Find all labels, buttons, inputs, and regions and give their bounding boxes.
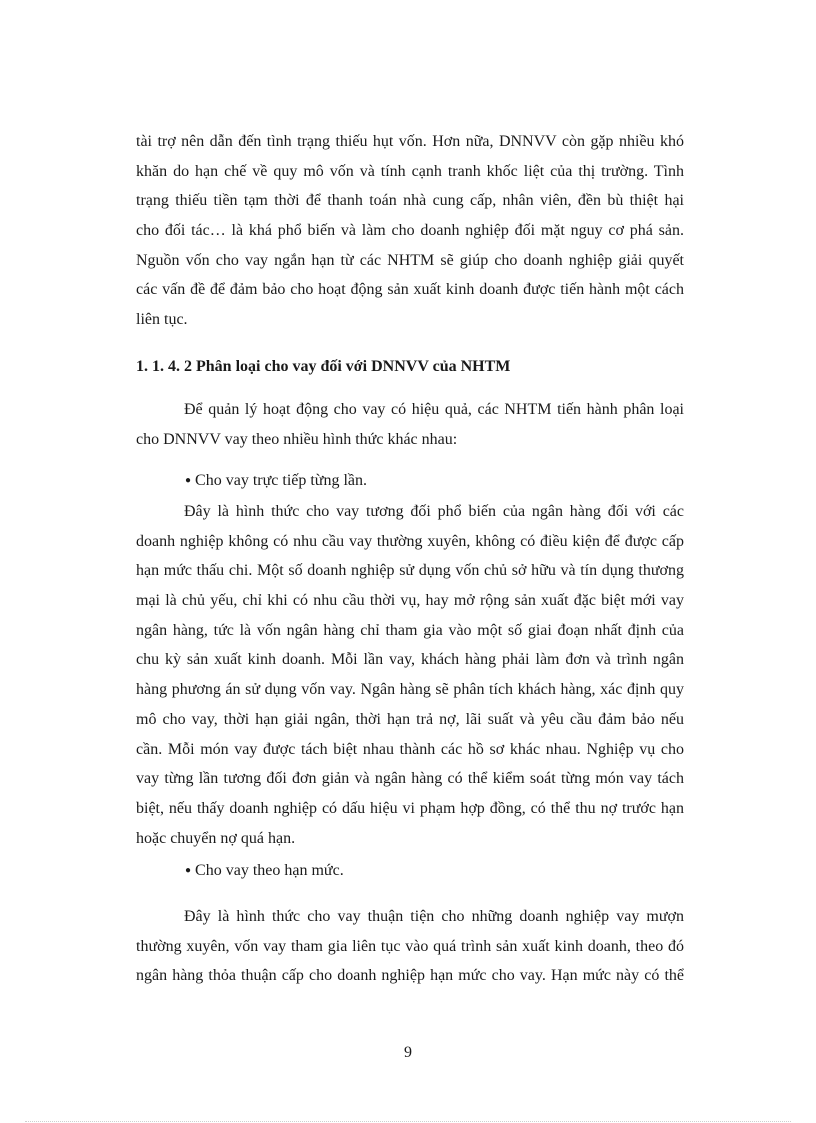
text-line: doanh nghiệp không có nhu cầu vay thường xuyên, không có điều kiện để được cấp	[136, 532, 684, 550]
text-line: mại là chủ yếu, chỉ khi có nhu cầu thời vụ, hay mở rộng sản xuất đặc biệt mới vay	[136, 592, 684, 610]
bullet-item-1	[185, 466, 367, 496]
paragraph-4	[136, 902, 684, 991]
text-line: tài trợ nên dẫn đến tình trạng thiếu hụt vốn. Hơn nữa, DNNVV còn gặp nhiều khó	[136, 133, 684, 150]
text-line: chu kỳ sản xuất kinh doanh. Mỗi lần vay, khách hàng phải làm đơn và trình ngân	[136, 651, 684, 669]
text-line: Để quản lý hoạt động cho vay có hiệu quả, các NHTM tiến hành phân loại	[184, 401, 684, 418]
text-line: Đây là hình thức cho vay tương đối phổ biến của ngân hàng đối với các	[184, 503, 684, 520]
page-number: 9	[404, 1044, 412, 1061]
text-line: Nguồn vốn cho vay ngắn hạn từ các NHTM sẽ giúp cho doanh nghiệp giải quyết	[136, 251, 684, 269]
text-line: cho DNNVV vay theo nhiều hình thức khác nhau:	[136, 430, 458, 448]
text-line: ngân hàng thỏa thuận cấp cho doanh nghiệp hạn mức cho vay. Hạn mức này có thể	[136, 967, 684, 985]
text-line: hàng phương án sử dụng vốn vay. Ngân hàng sẽ phân tích khách hàng, xác định quy	[136, 681, 684, 699]
text-line: hạn mức thấu chi. Một số doanh nghiệp sử dụng vốn chủ sở hữu và tín dụng thương	[136, 562, 684, 580]
text-line: cần. Mỗi món vay được tách biệt nhau thành các hồ sơ khác nhau. Nghiệp vụ cho	[136, 740, 684, 758]
text-line: các vấn đề để đảm bảo cho hoạt động sản xuất kinh doanh được tiến hành một cách	[136, 281, 684, 299]
text-line: cho đối tác… là khá phổ biến và làm cho doanh nghiệp đối mặt nguy cơ phá sản.	[136, 222, 684, 240]
text-line: ngân hàng, tức là vốn ngân hàng chỉ tham gia vào một số giai đoạn nhất định của	[136, 621, 684, 639]
text-line: liên tục.	[136, 311, 188, 329]
text-line: thường xuyên, vốn vay tham gia liên tục vào quá trình sản xuất kinh doanh, theo đó	[136, 937, 684, 955]
paragraph-3	[136, 497, 684, 853]
text-line: vay từng lần tương đối đơn giản và ngân hàng có thể kiểm soát từng món vay tách	[136, 770, 684, 788]
text-line: biệt, nếu thấy doanh nghiệp có dấu hiệu vi phạm hợp đồng, có thể thu nợ trước hạn	[136, 799, 684, 817]
bullet-icon: ●	[185, 865, 192, 876]
text-line: hoặc chuyển nợ quá hạn.	[136, 829, 296, 847]
text-line: khăn do hạn chế về quy mô vốn và tính cạnh tranh khốc liệt của thị trường. Tình	[136, 162, 684, 180]
text-line: mô cho vay, thời hạn giải ngân, thời hạn trả nợ, lãi suất và yêu cầu đảm bảo nếu	[136, 710, 684, 728]
bullet-label: Cho vay theo hạn mức.	[195, 862, 344, 879]
section-heading: 1. 1. 4. 2 Phân loại cho vay đối với DNNVV của NHTM	[136, 358, 511, 375]
paragraph-2	[136, 395, 684, 454]
bullet-label: Cho vay trực tiếp từng lần.	[195, 472, 368, 489]
paragraph-1	[136, 127, 684, 335]
text-line: trạng thiếu tiền tạm thời để thanh toán nhà cung cấp, nhân viên, đền bù thiệt hại	[136, 192, 684, 210]
text-line: Đây là hình thức cho vay thuận tiện cho những doanh nghiệp vay mượn	[184, 908, 684, 925]
page-bottom-divider	[25, 1121, 791, 1122]
bullet-icon: ●	[185, 475, 192, 486]
bullet-item-2	[185, 856, 344, 886]
